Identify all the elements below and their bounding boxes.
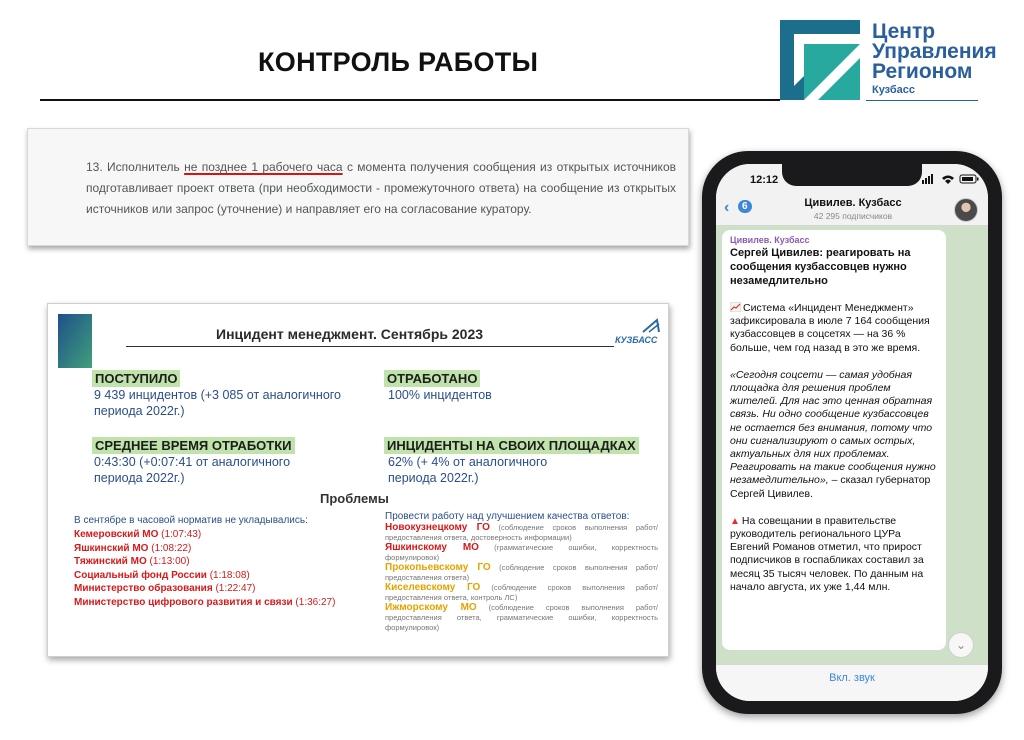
post-paragraph: ▲ На совещании в правительстве руководитель регионального ЦУРа Евгений Романов отметил, что прирост подписчиков в госпабликах составил за месяц 35 тысяч человек. По данным на начало августа, их уже 1,44 млн. [730,514,924,593]
list-item: Яшкинский МО (1:08:22) [74,542,192,554]
bottom-bar [716,664,988,701]
page-title: КОНТРОЛЬ РАБОТЫ [258,47,539,77]
received-value: 9 439 инцидентов (+3 085 от аналогичного периода 2022г.) [94,388,342,418]
clock: 12:12 [750,174,779,186]
list-item: Кемеровский МО (1:07:43) [74,529,202,540]
deadline-highlight: не позднее 1 рабочего часа [184,160,343,174]
quality-improvement-list [385,511,658,633]
kuzbass-emblem-icon [613,316,665,352]
subscriber-count: 42 295 подписчиков [813,211,893,221]
list-item: Ижморскому МО (соблюдение сроков выполнения работ/предоставления ответа, грамматические ошибки, корректность формулировок) [385,602,658,632]
slide-title: Инцидент менеджмент. Сентябрь 2023 [216,326,484,342]
channel-post [722,230,946,650]
cur-logo-mark-icon [780,20,860,100]
scroll-down-button[interactable] [948,632,974,658]
list-item: Тяжинский МО (1:13:00) [74,556,190,567]
processed-value: 100% инцидентов [388,388,492,402]
problems-heading: Проблемы [320,491,389,506]
list-item: Яшкинскому МО (грамматические ошибки, корректность формулировок) [385,542,659,562]
corner-accent-icon [58,314,92,368]
phone-screen [716,164,988,701]
quality-improvement-heading: Провести работу над улучшением качества ответов: [385,511,630,522]
list-item: Социальный фонд России (1:18:08) [74,569,250,581]
post-headline: Сергей Цивилев: реагировать на сообщения кузбассовцев нужно незамедлительно [730,247,911,287]
avg-time-label: СРЕДНЕЕ ВРЕМЯ ОТРАБОТКИ [92,437,295,454]
late-response-list [74,514,374,609]
post-quote: «Сегодня соцсети — самая удобная площадка для решения проблем жителей. Для нас это ценная обратная связь. Ни одно сообщение кузбассовцев не остается без внимания, потому что они сигнализируют о самых острых, актуальных для них проблемах. Реагировать на такие сообщения нужно незамедлительно», – сказал губернатор Сергей Цивилев. [730,368,936,500]
phone-notch [782,164,922,186]
chevron-left-icon: ‹ [724,199,730,216]
regulation-excerpt [27,128,689,246]
list-item: Прокопьевскому ГО (соблюдение сроков выполнения работ/предоставления ответа) [385,562,658,582]
phone-mockup [702,151,1002,714]
signal-wifi-battery-icon [920,174,980,184]
list-item: Министерство цифрового развития и связи (1:36:27) [74,596,336,608]
regulation-text: 13. Исполнитель не позднее 1 рабочего часа с момента получения сообщения из открытых источников подготавливает проект ответа (при необходимости - промежуточного ответа) на сообщение из открытых источников или запрос (уточнение) и направляет его на согласование куратору. [86,160,676,216]
list-item: Министерство образования (1:22:47) [74,583,256,594]
title-divider [40,99,780,101]
list-item: Киселевскому ГО (соблюдение сроков выполнения работ/предоставления ответа, контроль ЛС) [385,582,658,602]
avg-time-value: 0:43:30 (+0:07:41 от аналогичного периода 2022г.) [94,455,291,485]
received-label: ПОСТУПИЛО [92,370,180,387]
cur-logo-region: Кузбасс [872,84,916,96]
channel-name[interactable]: Цивилев. Кузбасс [804,197,902,209]
back-button[interactable] [724,198,748,218]
processed-label: ОТРАБОТАНО [384,370,480,387]
cur-logo-wordmark: Центр Управления Регионом [872,20,997,83]
post-channel-name: Цивилев. Кузбасс [730,235,810,245]
incident-report-slide [47,303,669,657]
kuzbass-brand: КУЗБАСС [615,335,658,345]
post-paragraph: Система «Инцидент Менеджмент» зафиксировала в июле 7 164 сообщения кузбассовцев в соцсетях — на 36 % больше, чем год назад в это же время. [730,302,930,354]
warning-emoji-icon: ▲ [730,515,740,527]
unread-badge: 6 [738,200,752,213]
status-bar [716,164,988,192]
own-platforms-value: 62% (+ 4% от аналогичного периода 2022г.) [388,455,548,485]
avatar[interactable] [954,198,978,222]
slide-title-rule [126,346,614,347]
cur-logo [778,14,997,102]
logo-divider [866,100,978,101]
late-response-heading: В сентябре в часовой норматив не укладывались: [74,515,308,526]
unmute-button[interactable]: Вкл. звук [829,672,875,684]
own-platforms-label: ИНЦИДЕНТЫ НА СВОИХ ПЛОЩАДКАХ [384,437,639,454]
chat-header [716,192,988,226]
chart-emoji-icon [730,302,741,312]
chevron-down-icon: ⌄ [955,638,967,652]
list-item: Новокузнецкому ГО (соблюдение сроков выполнения работ/предоставления ответа, достоверность информации) [385,522,658,542]
